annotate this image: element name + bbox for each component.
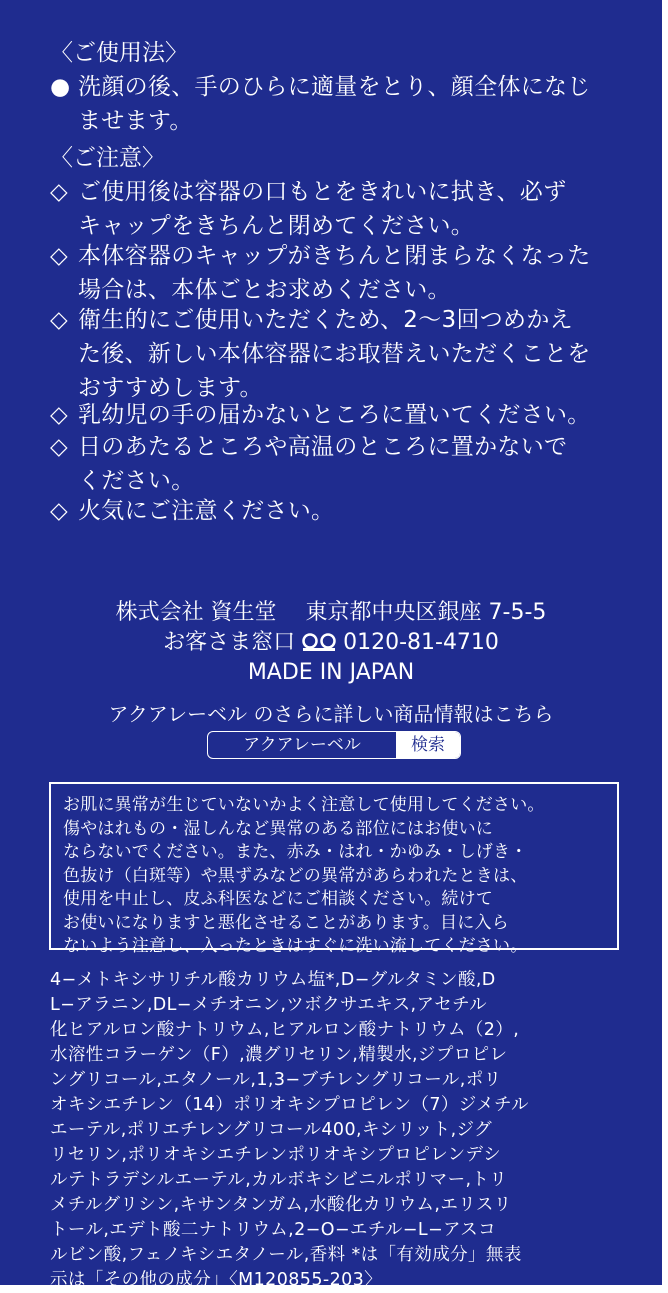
warning-box bbox=[49, 782, 619, 956]
warning-line: ないよう注意し、入ったときはすぐに洗い流してください。 bbox=[63, 936, 528, 956]
ingredients-list bbox=[50, 968, 640, 1293]
caution-line: おすすめします。 bbox=[78, 375, 263, 401]
customer-service-line bbox=[0, 627, 662, 659]
ingredients-line: 水溶性コラーゲン（F）,濃グリセリン,精製水,ジプロピレ bbox=[50, 1045, 508, 1065]
ingredients-line: メチルグリシン,キサンタンガム,水酸化カリウム,エリスリ bbox=[50, 1195, 512, 1215]
warning-line: お使いになりますと悪化させることがあります。目に入ら bbox=[63, 912, 509, 933]
caution-line: 乳幼児の手の届かないところに置いてください。 bbox=[78, 402, 591, 428]
caution-line: た後、新しい本体容器にお取替えいただくことを bbox=[78, 341, 591, 367]
caution-item bbox=[50, 494, 640, 528]
caution-line: キャップをきちんと閉めてください。 bbox=[78, 213, 475, 239]
ingredients-line: 示は「その他の成分」〈M120855-203〉 bbox=[50, 1270, 383, 1290]
diamond-icon: ◇ bbox=[50, 179, 68, 205]
diamond-icon: ◇ bbox=[50, 434, 68, 460]
caution-line: 本体容器のキャップがきちんと閉まらなくなった bbox=[78, 243, 591, 269]
search-prompt: アクアレーベル のさらに詳しい商品情報はこちら bbox=[108, 702, 554, 726]
ingredients-line: ルテトラデシルエーテル,カルボキシビニルポリマー,トリ bbox=[50, 1170, 508, 1190]
ingredients-line: リセリン,ポリオキシエチレンポリオキシプロピレンデシ bbox=[50, 1145, 502, 1165]
search-button: 検索 bbox=[396, 732, 460, 758]
ingredients-line: 4−メトキシサリチル酸カリウム塩*,D−グルタミン酸,D bbox=[50, 970, 496, 990]
ingredients-line: ルビン酸,フェノキシエタノール,香料 *は「有効成分」無表 bbox=[50, 1245, 522, 1265]
usage-item bbox=[50, 70, 640, 138]
caution-heading: 〈ご注意〉 bbox=[50, 145, 165, 171]
ingredients-line: エーテル,ポリエチレングリコール400,キシリット,ジグ bbox=[50, 1120, 493, 1140]
caution-line: 衛生的にご使用いただくため、2〜3回つめかえ bbox=[78, 307, 573, 333]
diamond-icon: ◇ bbox=[50, 243, 68, 269]
usage-heading: 〈ご使用法〉 bbox=[50, 40, 188, 66]
ingredients-line: オキシエチレン（14）ポリオキシプロピレン（7）ジメチル bbox=[50, 1095, 529, 1115]
caution-line: 日のあたるところや高温のところに置かないで bbox=[78, 434, 568, 460]
caution-line: 場合は、本体ごとお求めください。 bbox=[78, 277, 451, 303]
caution-line: ご使用後は容器の口もとをきれいに拭き、必ず bbox=[78, 179, 567, 205]
caution-item bbox=[50, 430, 640, 498]
caution-item bbox=[50, 239, 640, 307]
free-dial-icon bbox=[301, 632, 337, 654]
warning-line: お肌に異常が生じていないかよく注意して使用してください。 bbox=[63, 795, 545, 815]
caution-line: 火気にご注意ください。 bbox=[78, 498, 335, 524]
warning-line: 傷やはれもの・湿しんなど異常のある部位にはお使いに bbox=[63, 818, 493, 839]
ingredients-line: ングリコール,エタノール,1,3−ブチレングリコール,ポリ bbox=[50, 1070, 502, 1090]
phone-label: お客さま窓口 bbox=[163, 630, 296, 655]
ingredients-line: 化ヒアルロン酸ナトリウム,ヒアルロン酸ナトリウム（2）, bbox=[50, 1020, 520, 1040]
caution-item bbox=[50, 398, 640, 432]
right-margin bbox=[662, 0, 668, 1285]
made-in-japan: MADE IN JAPAN bbox=[247, 660, 415, 685]
diamond-icon: ◇ bbox=[50, 307, 68, 333]
bullet-icon: ● bbox=[50, 74, 71, 100]
ingredients-line: トール,エデト酸二ナトリウム,2−O−エチル−L−アスコ bbox=[50, 1220, 497, 1240]
caution-item bbox=[50, 303, 640, 405]
usage-line: 洗顔の後、手のひらに適量をとり、顔全体になじ bbox=[78, 74, 591, 100]
usage-line: ませます。 bbox=[78, 108, 193, 134]
search-box bbox=[207, 731, 461, 759]
search-query: アクアレーベル bbox=[243, 735, 361, 755]
ingredients-line: L−アラニン,DL−メチオニン,ツボクサエキス,アセチル bbox=[50, 995, 488, 1015]
caution-line: ください。 bbox=[78, 468, 195, 494]
caution-item bbox=[50, 175, 640, 243]
diamond-icon: ◇ bbox=[50, 402, 68, 428]
warning-line: ならないでください。また、赤み・はれ・かゆみ・しげき・ bbox=[63, 842, 528, 862]
diamond-icon: ◇ bbox=[50, 498, 68, 524]
phone-number: 0120-81-4710 bbox=[343, 630, 499, 655]
warning-line: 色抜け（白斑等）や黒ずみなどの異常があらわれたときは、 bbox=[63, 865, 528, 886]
warning-line: 使用を中止し、皮ふ科医などにご相談ください。続けて bbox=[63, 889, 493, 909]
company-address: 株式会社 資生堂 東京都中央区銀座 7-5-5 bbox=[115, 600, 547, 625]
